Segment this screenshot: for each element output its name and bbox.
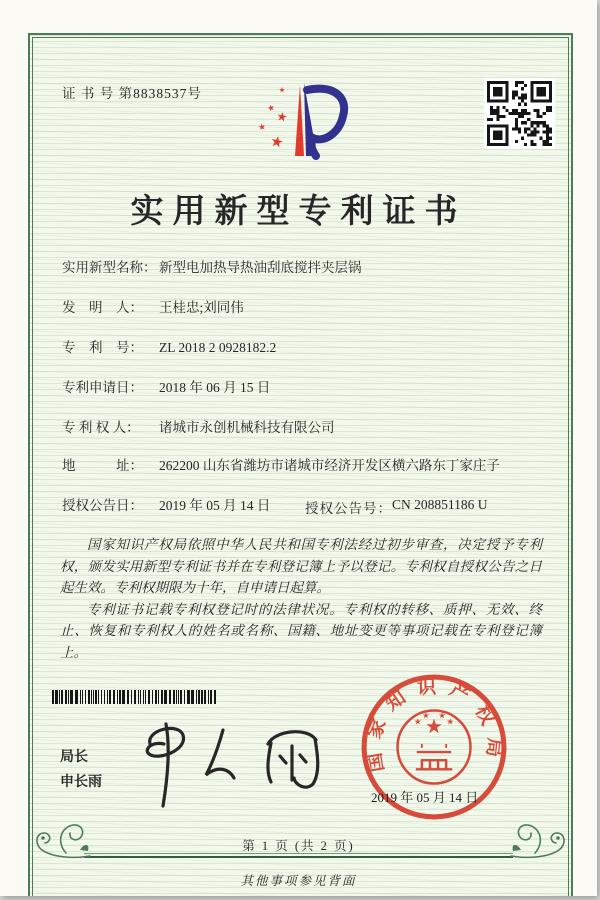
field-filing-date bbox=[62, 379, 544, 397]
national-emblem-icon bbox=[398, 711, 471, 784]
field-value: 2019 年 05 月 14 日 bbox=[159, 498, 271, 513]
page-number: 第 1 页 (共 2 页) bbox=[242, 839, 355, 853]
director-name: 申长雨 bbox=[60, 773, 102, 789]
cnipa-logo-icon bbox=[253, 80, 349, 160]
footer-rule bbox=[84, 853, 513, 858]
handwritten-signature-icon bbox=[128, 712, 343, 814]
director-block bbox=[60, 744, 102, 794]
corner-flourish-left-icon bbox=[30, 812, 92, 862]
field-value: 诸城市永创机械科技有限公司 bbox=[159, 420, 335, 435]
body-paragraph-2: 专利证书记载专利权登记时的法律状况。专利权的转移、质押、无效、终止、恢复和专利权人的姓名或名称、国籍、地址变更等事项记载在专利登记簿上。 bbox=[60, 601, 542, 660]
field-label: 专利申请日： bbox=[62, 380, 143, 395]
field-grant-number bbox=[305, 497, 488, 517]
field-value: 262200 山东省潍坊市诸城市经济开发区横六路东丁家庄子 bbox=[159, 458, 500, 473]
field-patent-number bbox=[62, 339, 544, 357]
field-label: 地 址： bbox=[62, 458, 143, 473]
field-label: 专 利 权 人： bbox=[62, 420, 140, 435]
field-label: 专 利 号： bbox=[62, 340, 143, 355]
certificate-number: 证 书 号 第8838537号 bbox=[62, 86, 202, 101]
field-inventor bbox=[62, 299, 544, 317]
director-title: 局长 bbox=[60, 748, 88, 764]
field-patentee bbox=[62, 419, 544, 437]
corner-flourish-right-icon bbox=[509, 812, 571, 862]
certificate-title: 实用新型专利证书 bbox=[130, 194, 467, 230]
body-paragraph-1: 国家知识产权局依照中华人民共和国专利法经过初步审查，决定授予专利权，颁发实用新型专利证书并在专利登记簿上予以登记。专利权自授权公告之日起生效。专利权期限为十年，自申请日起算。 bbox=[60, 537, 542, 595]
certificate-body bbox=[60, 534, 542, 663]
field-label: 授权公告号： bbox=[305, 501, 392, 516]
seal-ring-text: 国家知识产权局 bbox=[362, 676, 505, 774]
field-value: ZL 2018 2 0928182.2 bbox=[159, 340, 277, 355]
seal-date: 2019 年 05 月 14 日 bbox=[371, 790, 479, 805]
field-value: 2018 年 06 月 15 日 bbox=[159, 380, 271, 395]
field-address bbox=[62, 457, 544, 475]
field-label: 授权公告日： bbox=[62, 498, 143, 513]
back-note: 其他事项参见背面 bbox=[240, 874, 357, 888]
field-value: 王桂忠;刘同伟 bbox=[159, 300, 244, 315]
field-label: 实用新型名称： bbox=[62, 260, 157, 275]
field-value: CN 208851186 U bbox=[392, 497, 488, 512]
field-label: 发 明 人： bbox=[62, 300, 143, 315]
field-value: 新型电加热导热油刮底搅拌夹层锅 bbox=[159, 260, 362, 275]
qr-code bbox=[484, 78, 555, 149]
barcode bbox=[52, 690, 220, 704]
field-utility-model-name bbox=[62, 259, 544, 277]
